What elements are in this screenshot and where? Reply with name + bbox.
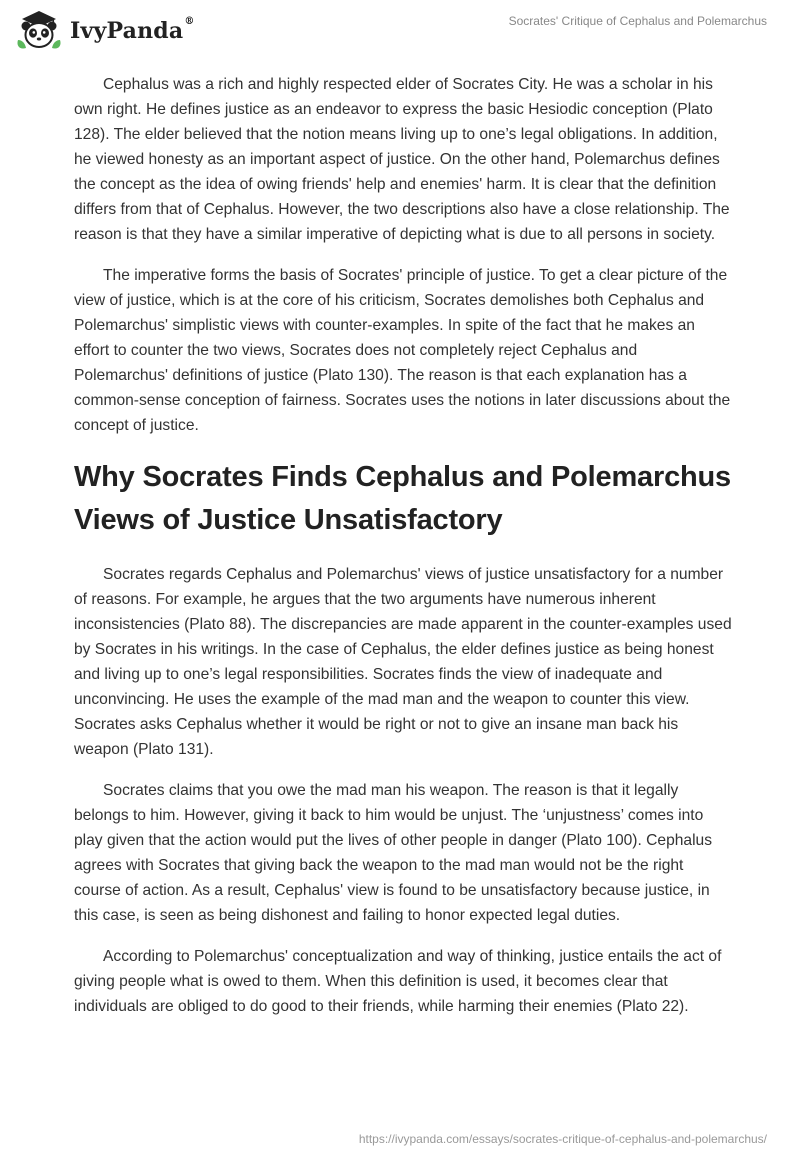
page-header [0,0,800,60]
source-url-link[interactable]: https://ivypanda.com/essays/socrates-critique-of-cephalus-and-polemarchus/ [358,1132,767,1146]
essay-content [74,72,734,1035]
paragraph-3: Socrates regards Cephalus and Polemarchus' views of justice unsatisfactory for a number of reasons. For example, he argues that the two arguments have numerous inherent inconsistencies (Plato 88). The discrepancies are made apparent in the counter-examples used by Socrates in his writings. In the case of Cephalus, the elder defines justice as being honest and living up to one’s legal responsibilities. Socrates finds the view of inadequate and unconvincing. He uses the example of the mad man and the weapon to counter this view. Socrates asks Cephalus whether it would be right or not to give an insane man back his weapon (Plato 131). [74,566,732,758]
brand-name: IvyPanda® [70,16,195,44]
document-running-title: Socrates' Critique of Cephalus and Polemarchus [508,14,767,28]
paragraph-5: According to Polemarchus' conceptualization and way of thinking, justice entails the act of giving people what is owed to them. When this definition is used, it becomes clear that individuals are obliged to do good to their friends, while harming their enemies (Plato 22). [74,948,722,1015]
section-heading: Why Socrates Finds Cephalus and Polemarchus Views of Justice Unsatisfactory [74,461,731,536]
paragraph-4: Socrates claims that you owe the mad man his weapon. The reason is that it legally belongs to him. However, giving it back to him would be unjust. The ‘unjustness’ comes into play given that the action would put the lives of other people in danger (Plato 100). Cephalus agrees with Socrates that giving back the weapon to the mad man would not be the right course of action. As a result, Cephalus' view is found to be unsatisfactory because justice, in this case, is seen as being dishonest and failing to honor expected legal duties. [74,782,713,924]
panda-logo-icon [14,8,64,52]
ivypanda-logo[interactable] [14,8,195,52]
paragraph-2: The imperative forms the basis of Socrates' principle of justice. To get a clear picture of the view of justice, which is at the core of his criticism, Socrates demolishes both Cephalus and Polemarchus' simplistic views with counter-examples. In spite of the fact that he makes an effort to counter the two views, Socrates does not completely reject Cephalus and Polemarchus' definitions of justice (Plato 130). The reason is that each explanation has a common-sense conception of fairness. Socrates uses the notions in later discussions about the concept of justice. [74,267,731,434]
paragraph-1: Cephalus was a rich and highly respected elder of Socrates City. He was a scholar in his own right. He defines justice as an endeavor to express the basic Hesiodic conception (Plato 128). The elder believed that the notion means living up to one’s legal obligations. In addition, he viewed honesty as an important aspect of justice. On the other hand, Polemarchus defines the concept as the idea of owing friends' help and enemies' harm. It is clear that the definition differs from that of Cephalus. However, the two descriptions also have a close relationship. The reason is that they have a similar imperative of depicting what is due to all persons in society. [74,76,730,243]
